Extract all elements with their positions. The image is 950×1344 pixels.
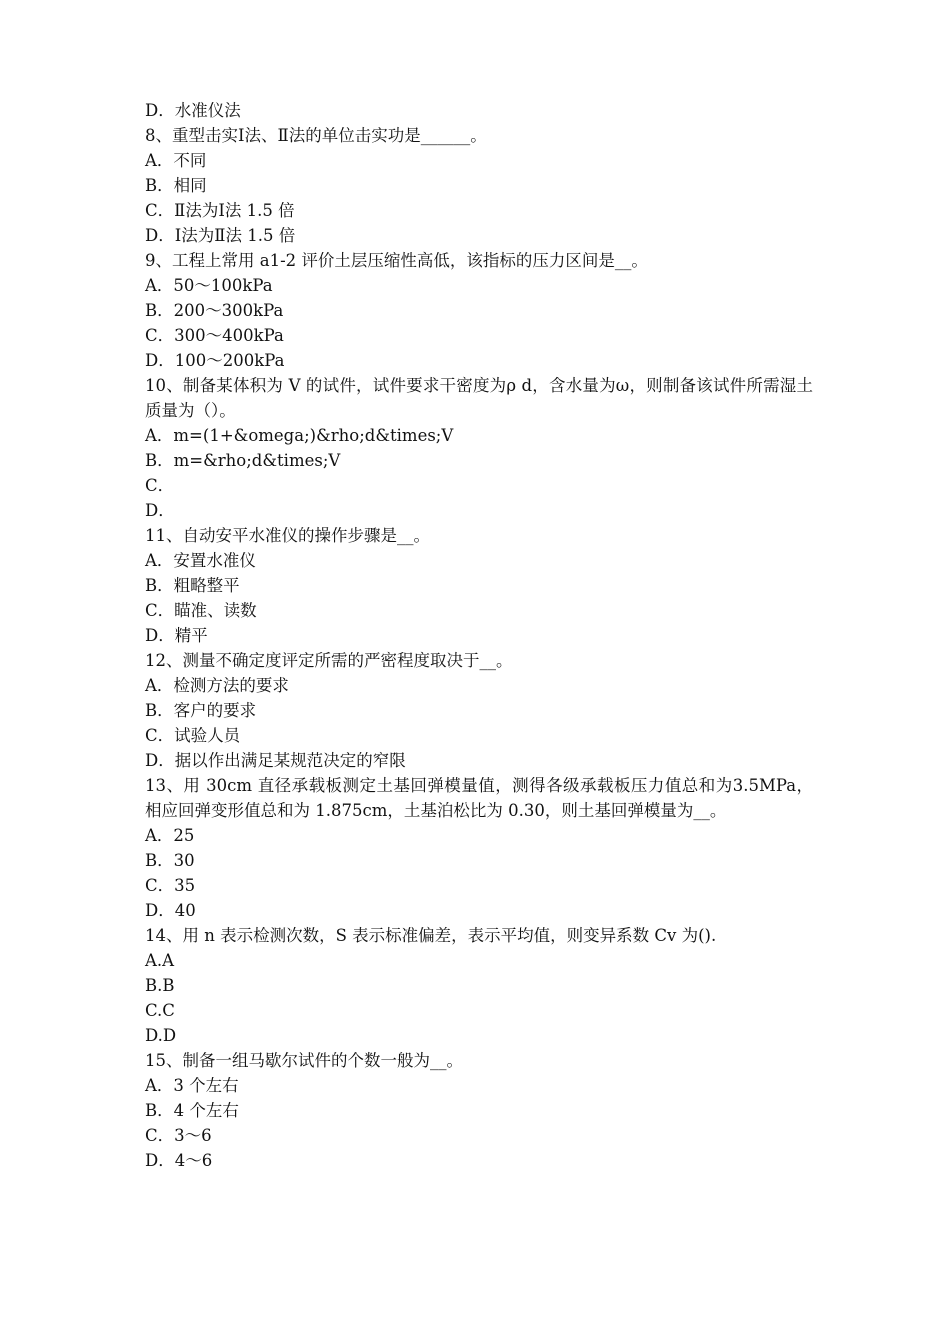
q9-option-a: A．50～100kPa xyxy=(145,276,273,295)
document-page xyxy=(145,98,813,1173)
q12-option-b: B．客户的要求 xyxy=(145,701,257,720)
q8-option-a: A．不同 xyxy=(145,151,207,170)
q14-option-b: B.B xyxy=(145,976,175,995)
q14-option-a: A.A xyxy=(145,951,175,970)
q12-question: 12、测量不确定度评定所需的严密程度取决于__。 xyxy=(145,651,513,670)
q13-option-d: D．40 xyxy=(145,901,196,920)
q13-question: 13、用 30cm 直径承载板测定土基回弹模量值，测得各级承载板压力值总和为3.5MPa，相应回弹变形值总和为 1.875cm，土基泊松比为 0.30，则土基回弹模量为__。 xyxy=(145,776,813,820)
q11-option-d: D．精平 xyxy=(145,626,208,645)
q14-question: 14、用 n 表示检测次数，S 表示标准偏差，表示平均值，则变异系数 Cv 为(). xyxy=(145,926,717,945)
q14-option-c: C.C xyxy=(145,1001,175,1020)
q11-option-b: B．粗略整平 xyxy=(145,576,240,595)
q12-option-c: C．试验人员 xyxy=(145,726,241,745)
q8-question: 8、重型击实Ⅰ法、Ⅱ法的单位击实功是______。 xyxy=(145,126,487,145)
q9-question: 9、工程上常用 a1-2 评价土层压缩性高低，该指标的压力区间是__。 xyxy=(145,251,648,270)
q12-option-a: A．检测方法的要求 xyxy=(145,676,289,695)
q11-option-a: A．安置水准仪 xyxy=(145,551,256,570)
q9-option-c: C．300～400kPa xyxy=(145,326,284,345)
q10-option-d: D． xyxy=(145,501,175,520)
q10-question: 10、制备某体积为 V 的试件，试件要求干密度为ρ d，含水量为ω，则制备该试件所需湿土质量为（）。 xyxy=(145,376,813,420)
q15-option-b: B．4 个左右 xyxy=(145,1101,239,1120)
q13-option-c: C．35 xyxy=(145,876,196,895)
q15-option-d: D．4～6 xyxy=(145,1151,213,1170)
q15-option-c: C．3～6 xyxy=(145,1126,212,1145)
q13-option-b: B．30 xyxy=(145,851,195,870)
q15-option-a: A．3 个左右 xyxy=(145,1076,239,1095)
q8-option-c: C．Ⅱ法为Ⅰ法 1.5 倍 xyxy=(145,201,295,220)
q9-option-b: B．200～300kPa xyxy=(145,301,284,320)
q8-option-d: D．Ⅰ法为Ⅱ法 1.5 倍 xyxy=(145,226,296,245)
q10-option-a: A．m=(1+&omega;)&rho;d&times;V xyxy=(145,426,454,445)
q9-option-d: D．100～200kPa xyxy=(145,351,285,370)
q8-option-b: B．相同 xyxy=(145,176,207,195)
q12-option-d: D．据以作出满足某规范决定的窄限 xyxy=(145,751,406,770)
q13-option-a: A．25 xyxy=(145,826,195,845)
q7-option-d: D．水准仪法 xyxy=(145,101,241,120)
q10-option-b: B．m=&rho;d&times;V xyxy=(145,451,341,470)
q11-question: 11、自动安平水准仪的操作步骤是__。 xyxy=(145,526,430,545)
q15-question: 15、制备一组马歇尔试件的个数一般为__。 xyxy=(145,1051,463,1070)
q10-option-c: C． xyxy=(145,476,175,495)
q11-option-c: C．瞄准、读数 xyxy=(145,601,257,620)
q14-option-d: D.D xyxy=(145,1026,177,1045)
